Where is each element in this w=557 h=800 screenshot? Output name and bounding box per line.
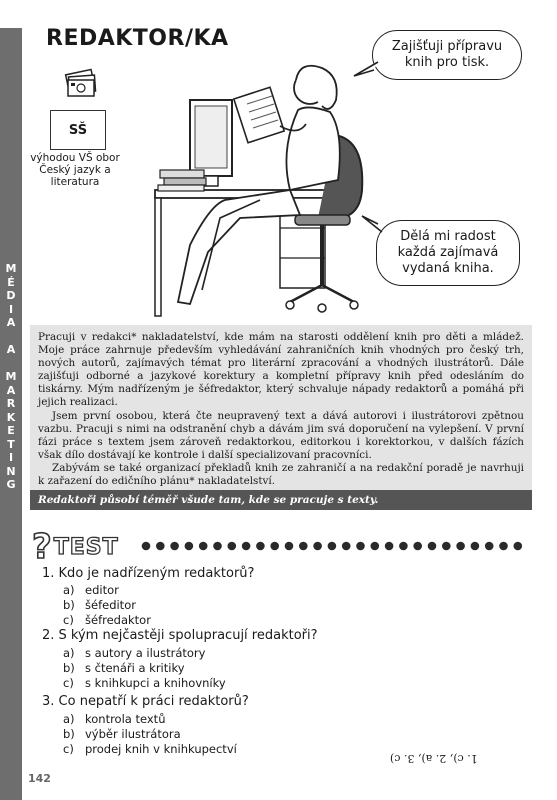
- option-text: s autory a ilustrátory: [85, 646, 206, 660]
- page-number: 142: [28, 772, 51, 785]
- article-paragraph: Pracuji v redakci* nakladatelství, kde mám na starosti oddělení knih pro děti a mládež. Moje práce zahrnuje především vyhledávání zahraničních knih vhodných pro český trh, nových autorů, zajímavých témat pro literární zpracování a vhodných ilustrátorů. Dále zajišťuji odborné a jazykové korektury a kompletní přípravy knih před odesláním do tiskárny. Mým nadřízeným je šéfredaktor, který schvaluje nápady redaktorů a pomáhá při jejich realizaci.: [38, 331, 524, 409]
- answer-key: 1. c), 2. a), 3. c): [390, 752, 478, 765]
- answer-option: [63, 676, 226, 690]
- answer-option: [63, 712, 165, 726]
- speech-bubble-tail: [352, 60, 382, 80]
- sidebar-letter: E: [7, 424, 15, 437]
- divider-dot: [242, 542, 251, 551]
- education-level-box: [50, 110, 106, 150]
- education-level: SŠ: [68, 122, 88, 138]
- option-text: kontrola textů: [85, 712, 166, 726]
- sidebar-letter: D: [6, 289, 16, 302]
- editor-illustration: [130, 40, 420, 320]
- sidebar-letter: G: [6, 478, 16, 491]
- divider-dot: [170, 542, 179, 551]
- divider-dot: [342, 542, 351, 551]
- test-label: TEST: [53, 534, 119, 560]
- education-note: výhodou VŠ obor Český jazyk a literatura: [30, 152, 120, 188]
- option-text: výběr ilustrátora: [85, 727, 181, 741]
- answer-option: [63, 742, 237, 756]
- divider-dot: [456, 542, 465, 551]
- speech-bubble-bottom: Dělá mi radost každá zajímavá vydaná kniha.: [376, 220, 520, 286]
- question-2: 2. S kým nejčastěji spolupracují redaktoři?: [42, 628, 318, 643]
- question-mark-icon: ?: [32, 527, 52, 567]
- option-text: editor: [85, 583, 119, 597]
- answer-option: [63, 727, 181, 741]
- divider-dot: [142, 542, 151, 551]
- divider-dot: [328, 542, 337, 551]
- summary-banner: Redaktoři působí téměř všude tam, kde se pracuje s texty.: [30, 490, 532, 510]
- sidebar-letter: I: [8, 451, 14, 464]
- answer-option: [63, 598, 136, 612]
- divider-dot: [256, 542, 265, 551]
- divider-dot: [356, 542, 365, 551]
- option-text: s čtenáři a kritiky: [85, 661, 185, 675]
- option-letter: a): [63, 646, 75, 660]
- question-3: 3. Co nepatří k práci redaktorů?: [42, 694, 249, 709]
- sidebar-label: [0, 262, 22, 492]
- sidebar-letter: R: [6, 397, 16, 410]
- divider-dot: [285, 542, 294, 551]
- answer-option: [63, 583, 119, 597]
- sidebar-letter: T: [7, 437, 15, 451]
- article-paragraph: Zabývám se také organizací překladů knih ze zahraničí a na redakční poradě je navrhuji k zařazení do edičního plánu* nakladatelství.: [38, 461, 524, 488]
- sidebar-letter: N: [6, 464, 16, 478]
- page-title: REDAKTOR/KA: [46, 26, 229, 51]
- speech-bubble-tail: [360, 214, 386, 238]
- divider-dot: [385, 542, 394, 551]
- divider-dot: [213, 542, 222, 551]
- answer-option: [63, 661, 185, 675]
- option-letter: b): [63, 598, 75, 612]
- option-letter: a): [63, 712, 75, 726]
- divider-dot: [228, 542, 237, 551]
- divider-dot: [270, 542, 279, 551]
- sidebar-letter: I: [8, 302, 14, 316]
- divider-dot: [313, 542, 322, 551]
- article-paragraph: Jsem první osobou, která čte neupravený text a dává autorovi i ilustrátorovi zpětnou vazbu. Pracuji s nimi na odstranění chyb a dávám jim svá doporučení na vylepšení. V první fázi práce s textem jsem zároveň redaktorkou, editorkou i korektorkou, v dalších fázích však dílo dostávají ke kontrole i další specializovaní pracovníci.: [38, 409, 524, 461]
- divider-dot: [299, 542, 308, 551]
- speech-bubble-top: Zajišťuji přípravu knih pro tisk.: [372, 30, 522, 80]
- divider-dot: [499, 542, 508, 551]
- question-1: 1. Kdo je nadřízeným redaktorů?: [42, 566, 255, 581]
- option-letter: c): [63, 613, 74, 627]
- divider-dot: [185, 542, 194, 551]
- option-text: šéfeditor: [85, 598, 136, 612]
- option-letter: b): [63, 727, 75, 741]
- sidebar-letter: É: [7, 275, 15, 289]
- answer-option: [63, 646, 205, 660]
- money-icon: [64, 66, 98, 100]
- option-text: šéfredaktor: [85, 613, 151, 627]
- sidebar-letter: K: [6, 410, 16, 424]
- sidebar-letter: A: [6, 316, 16, 329]
- option-letter: a): [63, 583, 75, 597]
- option-text: s knihkupci a knihovníky: [85, 676, 226, 690]
- sidebar-letter: M: [5, 262, 17, 275]
- divider-dot: [156, 542, 165, 551]
- sidebar-letter: A: [6, 383, 16, 397]
- divider-dot: [471, 542, 480, 551]
- option-text: prodej knih v knihkupectví: [85, 742, 237, 756]
- divider-dot: [371, 542, 380, 551]
- article-text: [30, 325, 532, 493]
- divider-dot: [413, 542, 422, 551]
- divider-dot: [199, 542, 208, 551]
- option-letter: c): [63, 742, 74, 756]
- divider-dot: [428, 542, 437, 551]
- divider-dot: [485, 542, 494, 551]
- option-letter: c): [63, 676, 74, 690]
- divider-dot: [442, 542, 451, 551]
- divider-dot: [399, 542, 408, 551]
- answer-option: [63, 613, 151, 627]
- sidebar-letter: A: [6, 343, 16, 356]
- dotted-divider: [140, 540, 530, 552]
- sidebar-letter: M: [5, 370, 17, 383]
- test-heading: [32, 527, 119, 567]
- divider-dot: [514, 542, 523, 551]
- option-letter: b): [63, 661, 75, 675]
